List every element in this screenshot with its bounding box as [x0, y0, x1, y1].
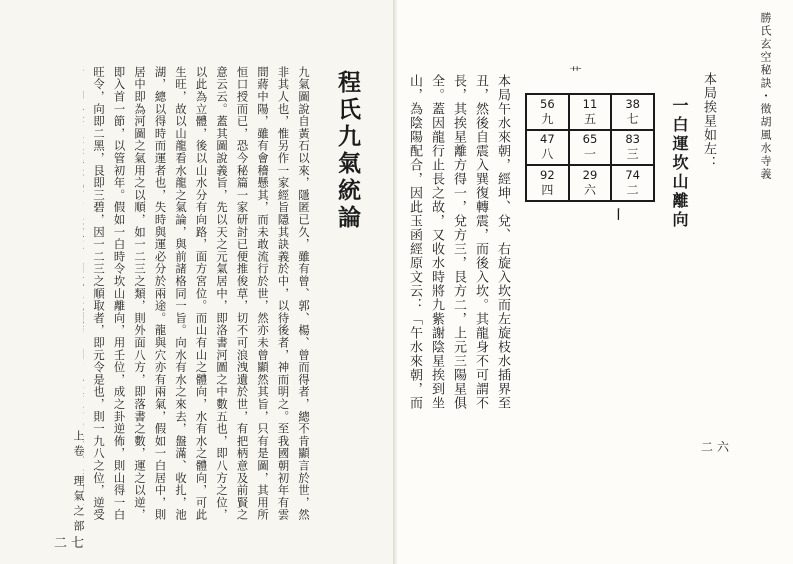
cell-char: 六 [583, 182, 596, 197]
cell-number: 47 [540, 132, 555, 147]
right-body-paragraph: 本局午水來朝，經坤、兌、右旋入坎而左旋枝水插界至丑，然後自震入巽復轉震，而後入坎。其龍身不可謂不長，其挨星離方得一，兌方三，艮方二，上元三陽星俱全。蓋因龍行止長之故，又收水時將九紫謝陰星挨到坐山，為陰陽配合，因此玉函經原文云：「午水來朝，而 [407, 74, 510, 410]
handwritten-mark-top: 艹 [568, 66, 582, 78]
grid-cell [611, 130, 654, 166]
cell-number: 29 [582, 168, 598, 183]
cell-char: 八 [541, 147, 554, 162]
page-number-right: 二六 [701, 440, 734, 454]
left-body-text [83, 66, 313, 526]
chart-title: 一白運坎山離向 [670, 97, 689, 230]
cell-number: 56 [540, 96, 555, 111]
chart-heading: 本局挨星如左： [701, 72, 716, 170]
grid-cell [526, 165, 569, 201]
cell-char: 二 [626, 182, 639, 197]
cell-number: 92 [540, 168, 555, 183]
cell-char: 九 [541, 111, 554, 126]
page-number-left: 二七 [54, 536, 89, 551]
cell-number: 11 [582, 96, 598, 111]
left-body-paragraph: 九氣圖說自黃石以來，隱匿已久，雖有曾、郭、楊、曾而得者，總不肯顯言於世，然非其人也，惟另作一家經旨隱其訣義於中，以待後者，神而明之。至我國朝初年有雲間蔣中陽，雖有會稽懸其，而未敢流行於世，然亦未曾顯然其旨，只有是圖，其用所恒口授而已，恐今秘篇一家研討已便推俊草，切不可浪洩遺於世，有把柄意及前賢之意云云。蓋其圖說義旨，先以天之元氣居中，即洛書河圖之中數五也，即八方之位，以此為立體，後以山水分有向路，面方宮位。而山有山之體向，水有水之體向，可此生旺，故以山龍看水龍之氣論，與前諸格同一旨。向水有水之來去，盤滿、收扎，池湖，總以得時而運者也，失時與運必分於兩途。龍與穴亦有兩氣，假如一白居中，則居中即為河圖之氣用之以順，如一二三之類，則外面八方，即落書之數，運之以逆，即入首一節，以管初年。假如一白時令坎山離向，用壬位，成之卦逆佈，則山得一白旺令，向即二黑，艮即三碧，因一二三之順取者，即元令是也，則一九八之位，逆受 [92, 66, 310, 522]
left-page [0, 0, 396, 564]
running-header: 勝氏玄空秘訣・徵胡風水寺義 [759, 12, 772, 181]
cell-number: 83 [625, 132, 640, 147]
cell-number: 38 [625, 96, 640, 111]
cell-char: 三 [626, 147, 639, 162]
cell-char: 七 [626, 111, 639, 126]
right-body-text [403, 74, 513, 414]
cell-char: 一 [583, 147, 596, 162]
cell-number: 74 [625, 168, 640, 183]
cell-char: 五 [583, 111, 596, 126]
grid-cell [526, 94, 569, 130]
grid-cell [569, 94, 612, 130]
cell-char: 四 [541, 182, 554, 197]
section-title: 程氏九氣統論 [334, 70, 361, 232]
flying-star-grid [525, 93, 655, 202]
cell-number: 65 [582, 132, 598, 147]
grid-cell [611, 94, 654, 130]
mark-bottom: 丨 [611, 208, 625, 220]
footer-section-title: 上卷 理氣之部 [72, 430, 85, 535]
right-page [397, 0, 793, 564]
grid-cell [611, 165, 654, 201]
grid-cell [569, 130, 612, 166]
grid-cell [526, 130, 569, 166]
grid-cell [569, 165, 612, 201]
